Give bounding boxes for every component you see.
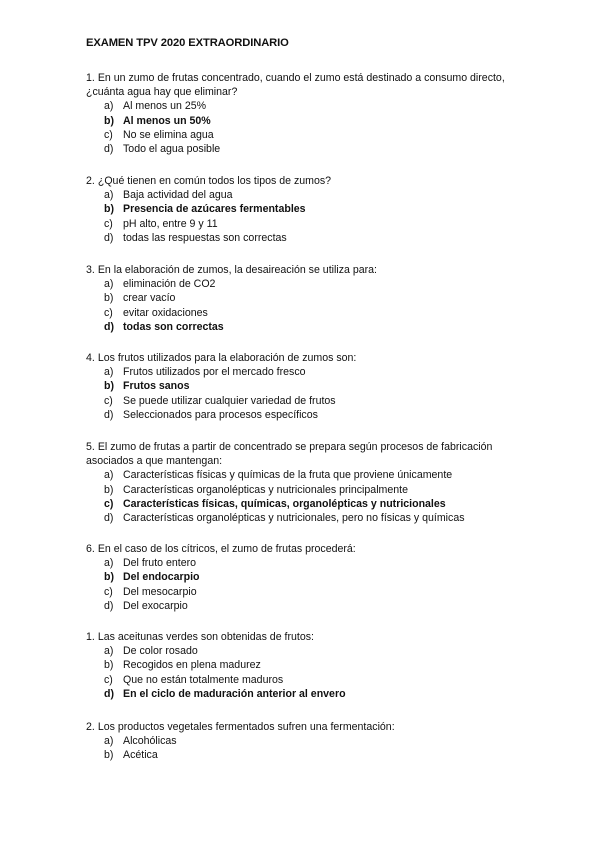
document-title: EXAMEN TPV 2020 EXTRAORDINARIO <box>86 37 289 49</box>
option-text: Alcohólicas <box>123 735 177 748</box>
option-text: Al menos un 25% <box>123 100 207 113</box>
option-a <box>86 277 526 291</box>
option-text: Del exocarpio <box>123 599 188 612</box>
option-d <box>86 408 526 422</box>
option-text: Recogidos en plena madurez <box>123 659 261 672</box>
question-number: 5. <box>86 441 95 453</box>
option-letter: a) <box>104 278 114 291</box>
option-letter: a) <box>104 557 114 570</box>
option-letter: c) <box>104 394 113 407</box>
option-letter: a) <box>104 366 114 379</box>
option-text: eliminación de CO2 <box>123 278 216 291</box>
option-letter: d) <box>104 512 114 525</box>
question-prompt: En un zumo de frutas concentrado, cuando el zumo está destinado a consumo directo, ¿cuánta agua hay que eliminar? <box>86 72 505 99</box>
option-text: todas las respuestas son correctas <box>123 231 287 244</box>
option-list <box>86 734 526 762</box>
question-prompt: En el caso de los cítricos, el zumo de frutas procederá: <box>97 543 356 555</box>
option-letter: a) <box>104 735 114 748</box>
option-b <box>86 748 526 762</box>
option-letter: b) <box>104 749 114 762</box>
question-prompt: ¿Qué tienen en común todos los tipos de zumos? <box>97 175 332 187</box>
option-letter: c) <box>104 673 113 686</box>
question-prompt: En la elaboración de zumos, la desaireación se utiliza para: <box>97 264 377 276</box>
question-prompt: Los frutos utilizados para la elaboración de zumos son: <box>97 352 357 364</box>
option-letter: d) <box>104 408 114 421</box>
question-2 <box>86 174 526 245</box>
option-letter: b) <box>104 659 114 672</box>
option-letter: c) <box>104 585 113 598</box>
option-b <box>86 379 526 393</box>
option-text: Baja actividad del agua <box>123 189 233 202</box>
option-b <box>86 658 526 672</box>
option-a <box>86 644 526 658</box>
option-c <box>86 585 526 599</box>
option-list <box>86 365 526 422</box>
option-letter: a) <box>104 469 114 482</box>
option-c <box>86 497 526 511</box>
option-list <box>86 188 526 245</box>
option-letter: c) <box>104 497 114 510</box>
option-d <box>86 320 526 334</box>
option-letter: a) <box>104 645 114 658</box>
question-text <box>86 720 526 734</box>
option-letter: a) <box>104 189 114 202</box>
option-letter: d) <box>104 599 114 612</box>
option-b <box>86 483 526 497</box>
question-text <box>86 630 526 644</box>
option-letter: b) <box>104 380 114 393</box>
option-letter: d) <box>104 320 114 333</box>
option-a <box>86 734 526 748</box>
option-text: Al menos un 50% <box>123 114 211 127</box>
option-c <box>86 673 526 687</box>
option-letter: b) <box>104 114 114 127</box>
option-d <box>86 142 526 156</box>
option-a <box>86 188 526 202</box>
question-4 <box>86 351 526 422</box>
question-number: 3. <box>86 264 95 276</box>
question-number: 2. <box>86 721 95 733</box>
option-letter: b) <box>104 483 114 496</box>
option-list <box>86 277 526 334</box>
option-list <box>86 644 526 701</box>
option-letter: d) <box>104 687 114 700</box>
question-prompt: El zumo de frutas a partir de concentrado se prepara según procesos de fabricación asociados a que mantengan: <box>86 441 493 468</box>
option-text: Del mesocarpio <box>123 585 197 598</box>
option-c <box>86 394 526 408</box>
question-number: 6. <box>86 543 95 555</box>
question-number: 4. <box>86 352 95 364</box>
option-text: Presencia de azúcares fermentables <box>123 203 306 216</box>
option-text: Acética <box>123 749 158 762</box>
option-list <box>86 556 526 613</box>
question-text <box>86 542 526 556</box>
question-text <box>86 351 526 365</box>
option-text: No se elimina agua <box>123 128 214 141</box>
option-letter: b) <box>104 571 114 584</box>
question-3 <box>86 263 526 334</box>
option-a <box>86 556 526 570</box>
option-text: Se puede utilizar cualquier variedad de frutos <box>123 394 336 407</box>
option-text: Que no están totalmente maduros <box>123 673 284 686</box>
option-c <box>86 128 526 142</box>
option-text: Seleccionados para procesos específicos <box>123 408 318 421</box>
question-number: 1. <box>86 72 95 84</box>
option-text: Todo el agua posible <box>123 143 221 156</box>
option-text: Frutos sanos <box>123 380 190 393</box>
question-number: 2. <box>86 175 95 187</box>
option-letter: d) <box>104 231 114 244</box>
option-b <box>86 291 526 305</box>
option-list <box>86 99 526 156</box>
option-text: Características organolépticas y nutricionales, pero no físicas y químicas <box>123 512 465 525</box>
option-a <box>86 468 526 482</box>
option-list <box>86 468 526 525</box>
question-text <box>86 71 526 99</box>
question-prompt: Las aceitunas verdes son obtenidas de frutos: <box>97 631 314 643</box>
option-b <box>86 570 526 584</box>
option-text: Frutos utilizados por el mercado fresco <box>123 366 306 379</box>
option-b <box>86 114 526 128</box>
option-text: Del endocarpio <box>123 571 200 584</box>
option-text: evitar oxidaciones <box>123 306 208 319</box>
question-6 <box>86 542 526 613</box>
question-text <box>86 440 526 468</box>
option-letter: c) <box>104 306 113 319</box>
question-text <box>86 263 526 277</box>
option-d <box>86 231 526 245</box>
option-text: De color rosado <box>123 645 198 658</box>
question-number: 1. <box>86 631 95 643</box>
option-text: crear vacío <box>123 292 176 305</box>
question-text <box>86 174 526 188</box>
option-text: Características organolépticas y nutricionales principalmente <box>123 483 408 496</box>
option-d <box>86 687 526 701</box>
option-text: Características físicas, químicas, organolépticas y nutricionales <box>123 497 446 510</box>
option-text: Del fruto entero <box>123 557 197 570</box>
option-a <box>86 365 526 379</box>
option-letter: a) <box>104 100 114 113</box>
option-letter: b) <box>104 292 114 305</box>
option-c <box>86 306 526 320</box>
option-letter: c) <box>104 128 113 141</box>
option-letter: d) <box>104 143 114 156</box>
option-a <box>86 99 526 113</box>
option-letter: b) <box>104 203 114 216</box>
question-8 <box>86 720 526 763</box>
question-prompt: Los productos vegetales fermentados sufren una fermentación: <box>97 721 395 733</box>
option-c <box>86 217 526 231</box>
option-text: pH alto, entre 9 y 11 <box>123 217 218 230</box>
option-letter: c) <box>104 217 113 230</box>
question-5 <box>86 440 526 525</box>
option-text: todas son correctas <box>123 320 224 333</box>
question-7 <box>86 630 526 701</box>
option-d <box>86 599 526 613</box>
question-1 <box>86 71 526 156</box>
option-b <box>86 202 526 216</box>
option-text: En el ciclo de maduración anterior al envero <box>123 687 346 700</box>
option-d <box>86 511 526 525</box>
option-text: Características físicas y químicas de la fruta que proviene únicamente <box>123 469 453 482</box>
